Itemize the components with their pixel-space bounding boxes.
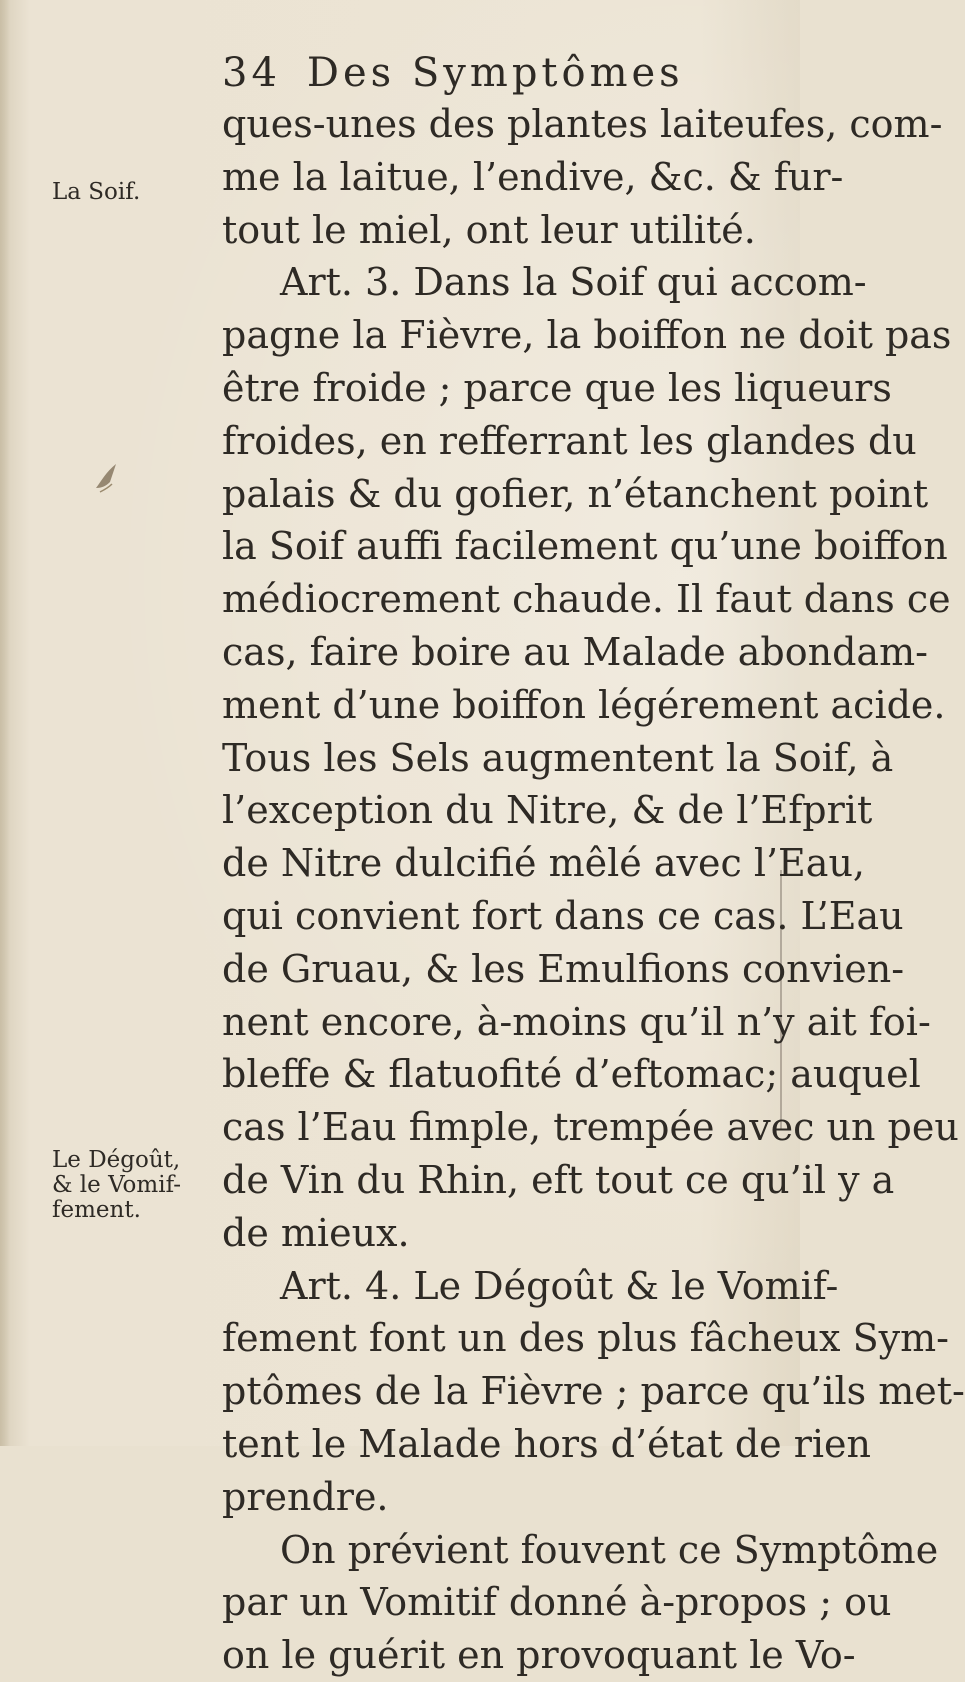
text-line: ptômes de la Fièvre ; parce qu’ils met- — [222, 1369, 965, 1414]
text-line: bleffe & flatuofité d’eftomac; auquel — [222, 1052, 921, 1097]
text-line: fement font un des plus fâcheux Sym- — [222, 1316, 949, 1361]
text-line: on le guérit en provoquant le Vo- — [222, 1633, 856, 1678]
text-line: médiocrement chaude. Il faut dans ce — [222, 577, 951, 622]
text-line: de Gruau, & les Emulfions convien- — [222, 946, 905, 991]
text-line: me la laitue, l’endive, &c. & fur- — [222, 154, 844, 199]
body-text — [222, 98, 965, 1682]
text-line: On prévient fouvent ce Symptôme — [280, 1527, 939, 1572]
text-line: tout le miel, ont leur utilité. — [222, 207, 756, 252]
text-line: froides, en refferrant les glandes du — [222, 418, 917, 463]
margin-note-degout-line: Le Dégoût, — [52, 1147, 181, 1173]
running-title: Des Symptômes — [306, 50, 684, 96]
text-line: être froide ; parce que les liqueurs — [222, 365, 892, 410]
text-line: ques-unes des plantes laiteufes, com- — [222, 102, 943, 146]
text-line: tent le Malade hors d’état de rien — [222, 1421, 872, 1466]
text-line: de Vin du Rhin, eft tout ce qu’il y a — [222, 1157, 895, 1202]
margin-note-soif — [52, 180, 140, 205]
text-line: qui convient fort dans ce cas. L’Eau — [222, 893, 904, 938]
text-line: palais & du gofier, n’étanchent point — [222, 471, 929, 516]
text-line: par un Vomitif donné à-propos ; ou — [222, 1580, 892, 1625]
running-header — [222, 50, 782, 100]
margin-note-degout-line: fement. — [52, 1197, 141, 1223]
text-line: pagne la Fièvre, la boiffon ne doit pas — [222, 313, 952, 358]
text-line: de Nitre dulcifié mêlé avec l’Eau, — [222, 841, 865, 886]
article-3-heading-line: Art. 3. Dans la Soif qui accom- — [280, 260, 867, 305]
page-number: 34 — [222, 50, 281, 96]
text-line: ment d’une boiffon légérement acide. — [222, 682, 946, 727]
text-line: la Soif auffi facilement qu’une boiffon — [222, 524, 948, 569]
margin-note-degout-line: & le Vomif- — [52, 1172, 182, 1198]
text-line: cas l’Eau fimple, trempée avec un peu — [222, 1105, 959, 1150]
text-line: Tous les Sels augmentent la Soif, à — [222, 735, 894, 780]
printer-ornament-icon — [92, 458, 122, 498]
text-line: prendre. — [222, 1474, 389, 1519]
article-4-heading-line: Art. 4. Le Dégoût & le Vomif- — [280, 1263, 839, 1308]
text-line: cas, faire boire au Malade abondam- — [222, 629, 928, 674]
margin-note-soif-text: La Soif. — [52, 179, 141, 205]
text-line: de mieux. — [222, 1210, 410, 1255]
margin-note-degout — [52, 1148, 181, 1223]
text-line: l’exception du Nitre, & de l’Efprit — [222, 788, 873, 833]
text-line: nent encore, à-moins qu’il n’y ait foi- — [222, 999, 931, 1044]
page-gutter — [0, 0, 10, 1446]
